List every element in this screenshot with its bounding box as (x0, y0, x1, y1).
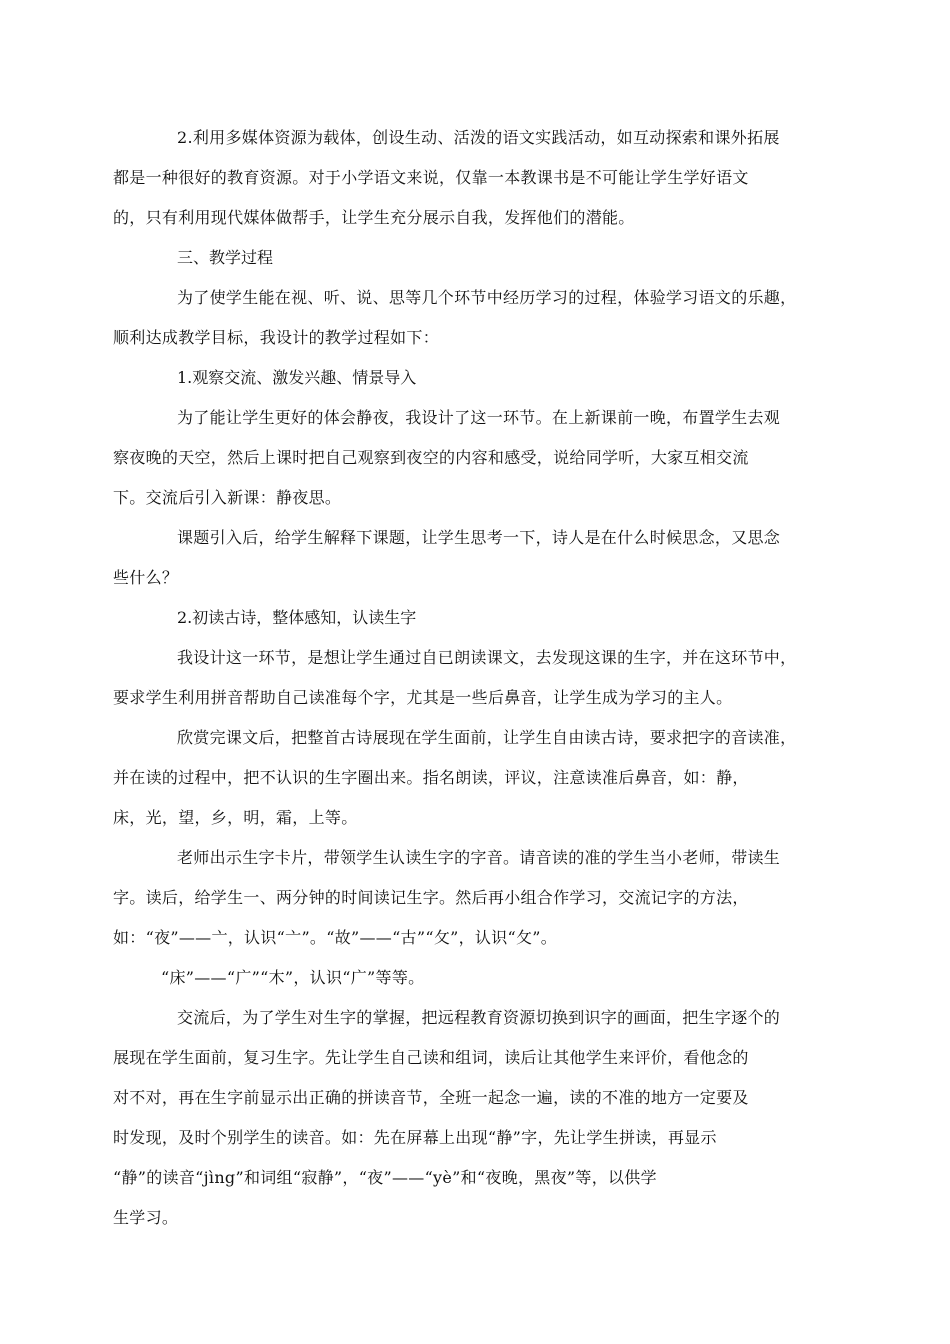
paragraph (113, 278, 810, 358)
section-heading (145, 358, 810, 398)
paragraph (113, 118, 810, 238)
paragraph (113, 398, 810, 518)
paragraph (113, 518, 810, 598)
text-line: 的，只有利用现代媒体做帮手，让学生充分展示自我，发挥他们的潜能。 (113, 208, 635, 227)
text-line: 2.利用多媒体资源为载体，创设生动、活泼的语文实践活动，如互动探索和课外拓展 (177, 128, 780, 147)
text-line: 察夜晚的天空，然后上课时把自己观察到夜空的内容和感受，说给同学听，大家互相交流 (113, 448, 749, 467)
text-line: 展现在学生面前，复习生字。先让学生自己读和组词，读后让其他学生来评价，看他念的 (113, 1048, 749, 1067)
text-line: 如：“夜”——亠，认识“亠”。“故”——“古”“攵”，认识“攵”。 (113, 928, 558, 947)
paragraph (113, 718, 810, 838)
text-line: 生学习。 (113, 1208, 179, 1227)
text-line: 要求学生利用拼音帮助自己读准每个字，尤其是一些后鼻音，让学生成为学习的主人。 (113, 688, 733, 707)
text-line: 我设计这一环节，是想让学生通过自已朗读课文，去发现这课的生字，并在这环节中， (177, 648, 797, 667)
text-line: 2.初读古诗，整体感知，认读生字 (177, 608, 417, 627)
text-line: 欣赏完课文后，把整首古诗展现在学生面前，让学生自由读古诗，要求把字的音读准， (177, 728, 797, 747)
text-line: 时发现，及时个别学生的读音。如：先在屏幕上出现“静”字，先让学生拼读，再显示 (113, 1128, 717, 1147)
text-line: “床”——“广”“木”，认识“广”等等。 (161, 968, 425, 987)
text-line: 顺利达成教学目标，我设计的教学过程如下： (113, 328, 440, 347)
paragraph (113, 998, 810, 1238)
text-line: 些什么？ (113, 568, 179, 587)
text-line: 下。交流后引入新课：静夜思。 (113, 488, 342, 507)
text-line: 为了能让学生更好的体会静夜，我设计了这一环节。在上新课前一晚，布置学生去观 (177, 408, 781, 427)
section-heading (145, 238, 810, 278)
text-line: 老师出示生字卡片，带领学生认读生字的字音。请音读的准的学生当小老师，带读生 (177, 848, 781, 867)
text-line: 1.观察交流、激发兴趣、情景导入 (177, 368, 417, 387)
text-line: 都是一种很好的教育资源。对于小学语文来说，仅靠一本教课书是不可能让学生学好语文 (113, 168, 749, 187)
paragraph (145, 958, 810, 998)
text-line: “静”的读音“jìng”和词组“寂静”，“夜”——“yè”和“夜晚，黑夜”等，以供学 (113, 1168, 657, 1187)
text-line: 对不对，再在生字前显示出正确的拼读音节，全班一起念一遍，读的不准的地方一定要及 (113, 1088, 749, 1107)
text-line: 课题引入后，给学生解释下课题，让学生思考一下，诗人是在什么时候思念，又思念 (177, 528, 781, 547)
text-line: 并在读的过程中，把不认识的生字圈出来。指名朗读，评议，注意读准后鼻音，如：静， (113, 768, 749, 787)
section-heading (145, 598, 810, 638)
document-body (113, 118, 810, 1238)
text-line: 交流后，为了学生对生字的掌握，把远程教育资源切换到识字的画面，把生字逐个的 (177, 1008, 781, 1027)
text-line: 床，光，望，乡，明，霜，上等。 (113, 808, 358, 827)
paragraph (113, 638, 810, 718)
text-line: 为了使学生能在视、听、说、思等几个环节中经历学习的过程，体验学习语文的乐趣， (177, 288, 797, 307)
text-line: 三、教学过程 (177, 248, 274, 267)
paragraph (113, 838, 810, 958)
text-line: 字。读后，给学生一、两分钟的时间读记生字。然后再小组合作学习，交流记字的方法， (113, 888, 749, 907)
